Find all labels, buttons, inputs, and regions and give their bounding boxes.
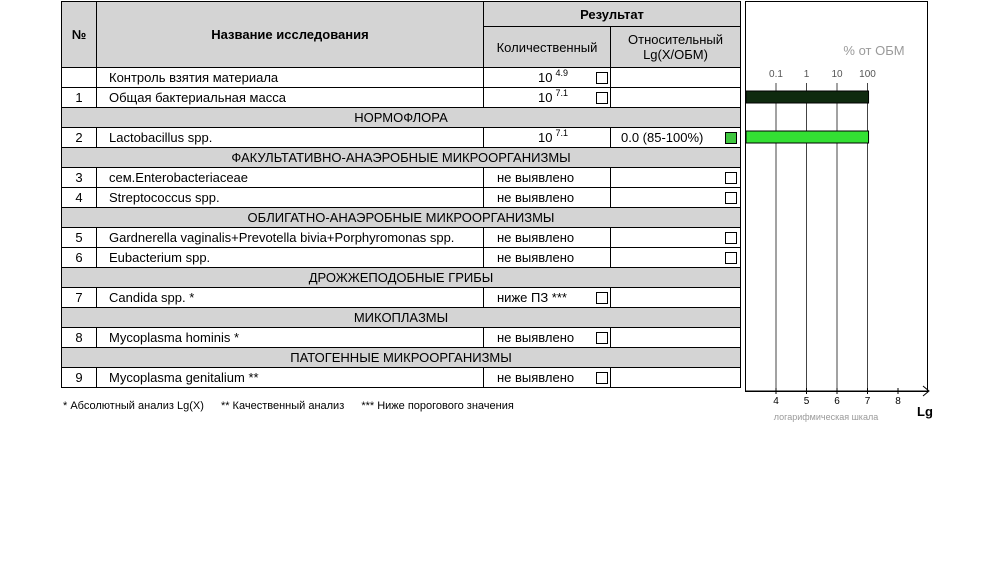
section-title: ПАТОГЕННЫЕ МИКРООРГАНИЗМЫ: [62, 348, 741, 368]
quantitative-text: не выявлено: [497, 190, 575, 205]
value-base: 10: [538, 90, 553, 105]
x-axis-label: логарифмическая шкала: [773, 412, 879, 422]
quantitative-value: [538, 90, 568, 105]
col-rel-line2: Lg(X/ОБМ): [643, 47, 708, 62]
bar-row-1: [746, 91, 869, 103]
quantitative-text: ниже ПЗ ***: [497, 290, 567, 305]
section-row: [62, 308, 741, 328]
quantitative-text: не выявлено: [497, 170, 575, 185]
checkbox-icon: [725, 192, 737, 204]
table-row: [62, 368, 741, 388]
quantitative-cell: [484, 328, 611, 348]
results-table-body: [62, 2, 741, 388]
test-name: Контроль взятия материала: [97, 68, 484, 88]
relative-cell: [611, 68, 741, 88]
value-base: 10: [538, 130, 553, 145]
quantitative-cell: [484, 188, 611, 208]
section-row: [62, 268, 741, 288]
row-number: 8: [62, 328, 97, 348]
footnote-absolute: * Абсолютный анализ Lg(X): [63, 400, 204, 412]
quantitative-cell: [484, 168, 611, 188]
quantitative-text: не выявлено: [497, 370, 575, 385]
value-exponent: 7.1: [555, 88, 568, 98]
footnote-threshold: *** Ниже порогового значения: [361, 400, 514, 412]
relative-cell: [611, 228, 741, 248]
col-quant-header: Количественный: [484, 27, 611, 68]
quantitative-cell: [484, 368, 611, 388]
row-number: 7: [62, 288, 97, 308]
relative-cell: [611, 248, 741, 268]
col-rel-line1: Относительный: [628, 32, 723, 47]
row-number: 3: [62, 168, 97, 188]
row-number: 9: [62, 368, 97, 388]
test-name: Streptococcus spp.: [97, 188, 484, 208]
value-base: 10: [538, 70, 553, 85]
row-number: 4: [62, 188, 97, 208]
section-title: МИКОПЛАЗМЫ: [62, 308, 741, 328]
test-name: Gardnerella vaginalis+Prevotella bivia+Porphyromonas spp.: [97, 228, 484, 248]
test-name: Mycoplasma hominis *: [97, 328, 484, 348]
table-row: [62, 128, 741, 148]
x-tick-label: 7: [864, 396, 871, 407]
checkbox-icon: [596, 332, 608, 344]
test-name: Candida spp. *: [97, 288, 484, 308]
quantitative-text: не выявлено: [497, 230, 575, 245]
relative-cell: [611, 168, 741, 188]
quantitative-cell: [484, 248, 611, 268]
top-tick-label: 10: [831, 69, 843, 80]
row-number: 2: [62, 128, 97, 148]
checkbox-icon: [596, 292, 608, 304]
relative-cell: [611, 188, 741, 208]
chart-title: % от ОБМ: [843, 43, 905, 58]
section-title: НОРМОФЛОРА: [62, 108, 741, 128]
checkbox-icon: [596, 72, 608, 84]
section-row: [62, 208, 741, 228]
top-tick-label: 1: [803, 69, 810, 80]
test-name: Eubacterium spp.: [97, 248, 484, 268]
row-number: [62, 68, 97, 88]
col-name-header: Название исследования: [97, 2, 484, 68]
checkbox-icon: [725, 252, 737, 264]
test-name: Общая бактериальная масса: [97, 88, 484, 108]
section-title: ДРОЖЖЕПОДОБНЫЕ ГРИБЫ: [62, 268, 741, 288]
relative-cell: [611, 328, 741, 348]
table-row: [62, 328, 741, 348]
test-name: сем.Enterobacteriaceae: [97, 168, 484, 188]
checkbox-icon: [596, 92, 608, 104]
x-axis-unit: Lg: [917, 404, 933, 419]
green-status-icon: [725, 132, 737, 144]
value-exponent: 4.9: [555, 68, 568, 78]
footnote-legend: [63, 400, 528, 412]
section-title: ОБЛИГАТНО-АНАЭРОБНЫЕ МИКРООРГАНИЗМЫ: [62, 208, 741, 228]
test-name: Lactobacillus spp.: [97, 128, 484, 148]
col-num-header: №: [62, 2, 97, 68]
quantitative-text: не выявлено: [497, 250, 575, 265]
test-name: Mycoplasma genitalium **: [97, 368, 484, 388]
section-row: [62, 148, 741, 168]
relative-chart: [740, 0, 940, 430]
row-number: 5: [62, 228, 97, 248]
section-row: [62, 108, 741, 128]
checkbox-icon: [596, 372, 608, 384]
row-number: 6: [62, 248, 97, 268]
table-row: [62, 88, 741, 108]
section-title: ФАКУЛЬТАТИВНО-АНАЭРОБНЫЕ МИКРООРГАНИЗМЫ: [62, 148, 741, 168]
relative-value: 0.0 (85-100%): [621, 130, 704, 145]
quantitative-value: [538, 70, 568, 85]
top-tick-label: 0.1: [769, 69, 783, 80]
value-exponent: 7.1: [555, 128, 568, 138]
table-row: [62, 188, 741, 208]
x-tick-label: 4: [773, 396, 779, 407]
quantitative-cell: [484, 128, 611, 148]
quantitative-cell: [484, 288, 611, 308]
footnote-qualitative: ** Качественный анализ: [220, 400, 345, 412]
bar-row-2: [746, 131, 869, 143]
checkbox-icon: [725, 232, 737, 244]
relative-cell: [611, 368, 741, 388]
table-row: [62, 68, 741, 88]
results-table: [61, 1, 741, 388]
quantitative-cell: [484, 88, 611, 108]
table-row: [62, 168, 741, 188]
quantitative-value: [538, 130, 568, 145]
x-tick-label: 8: [895, 396, 901, 407]
table-row: [62, 228, 741, 248]
checkbox-icon: [725, 172, 737, 184]
row-number: 1: [62, 88, 97, 108]
relative-cell: [611, 88, 741, 108]
quantitative-cell: [484, 228, 611, 248]
relative-cell: [611, 128, 741, 148]
quantitative-text: не выявлено: [497, 330, 575, 345]
col-result-header: Результат: [484, 2, 741, 27]
table-row: [62, 248, 741, 268]
quantitative-cell: [484, 68, 611, 88]
relative-cell: [611, 288, 741, 308]
x-tick-label: 6: [834, 396, 840, 407]
x-tick-label: 5: [803, 396, 810, 407]
section-row: [62, 348, 741, 368]
top-tick-label: 100: [859, 69, 876, 80]
table-row: [62, 288, 741, 308]
col-rel-header: [611, 27, 741, 68]
